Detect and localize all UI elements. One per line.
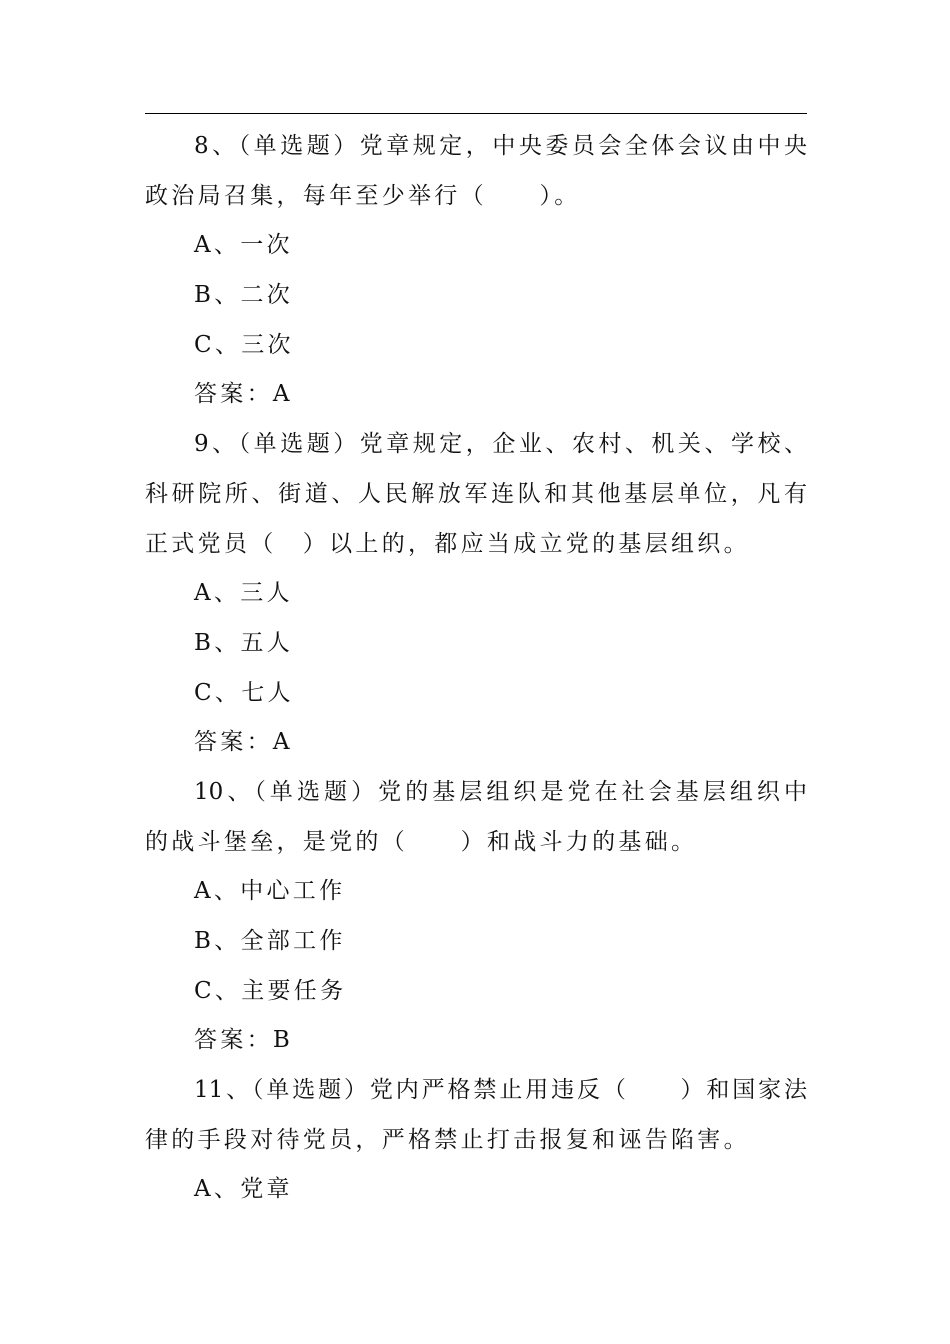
question-8-stem-line-1: 8、（单选题）党章规定，中央委员会全体会议由中央 bbox=[194, 133, 807, 159]
question-8-option-b: B、二次 bbox=[194, 282, 294, 309]
header-rule bbox=[145, 113, 807, 114]
question-10 bbox=[145, 768, 807, 1066]
question-8-option-a: A、一次 bbox=[194, 232, 293, 259]
question-8-answer: 答案：A bbox=[194, 381, 293, 408]
question-9-answer: 答案：A bbox=[194, 729, 293, 756]
question-10-stem-line-1: 10、（单选题）党的基层组织是党在社会基层组织中 bbox=[194, 778, 807, 805]
question-9-option-b: B、五人 bbox=[194, 629, 294, 656]
question-10-option-c: C、主要任务 bbox=[194, 977, 347, 1004]
question-9-option-a: A、三人 bbox=[194, 580, 293, 607]
question-9-stem-line-2: 科研院所、街道、人民解放军连队和其他基层单位，凡有 bbox=[145, 480, 807, 507]
question-8-stem-line-2: 政治局召集，每年至少举行（ ）。 bbox=[145, 182, 581, 209]
question-10-option-a: A、中心工作 bbox=[194, 878, 346, 905]
question-9 bbox=[145, 420, 807, 768]
question-10-answer: 答案：B bbox=[194, 1027, 294, 1054]
question-9-stem-line-3: 正式党员（ ）以上的，都应当成立党的基层组织。 bbox=[145, 530, 750, 557]
question-8 bbox=[145, 122, 807, 420]
question-9-option-c: C、七人 bbox=[194, 679, 294, 706]
question-10-stem-line-2: 的战斗堡垒，是党的（ ）和战斗力的基础。 bbox=[145, 828, 698, 855]
question-11 bbox=[145, 1066, 807, 1215]
question-8-option-c: C、三次 bbox=[194, 331, 294, 358]
document-body bbox=[145, 122, 807, 1215]
question-11-option-a: A、党章 bbox=[194, 1176, 293, 1203]
question-10-option-b: B、全部工作 bbox=[194, 928, 346, 954]
question-11-stem-line-2: 律的手段对待党员，严格禁止打击报复和诬告陷害。 bbox=[145, 1126, 750, 1153]
question-11-stem-line-1: 11、（单选题）党内严格禁止用违反（ ）和国家法 bbox=[194, 1077, 807, 1104]
question-9-stem-line-1: 9、（单选题）党章规定，企业、农村、机关、学校、 bbox=[194, 431, 807, 458]
